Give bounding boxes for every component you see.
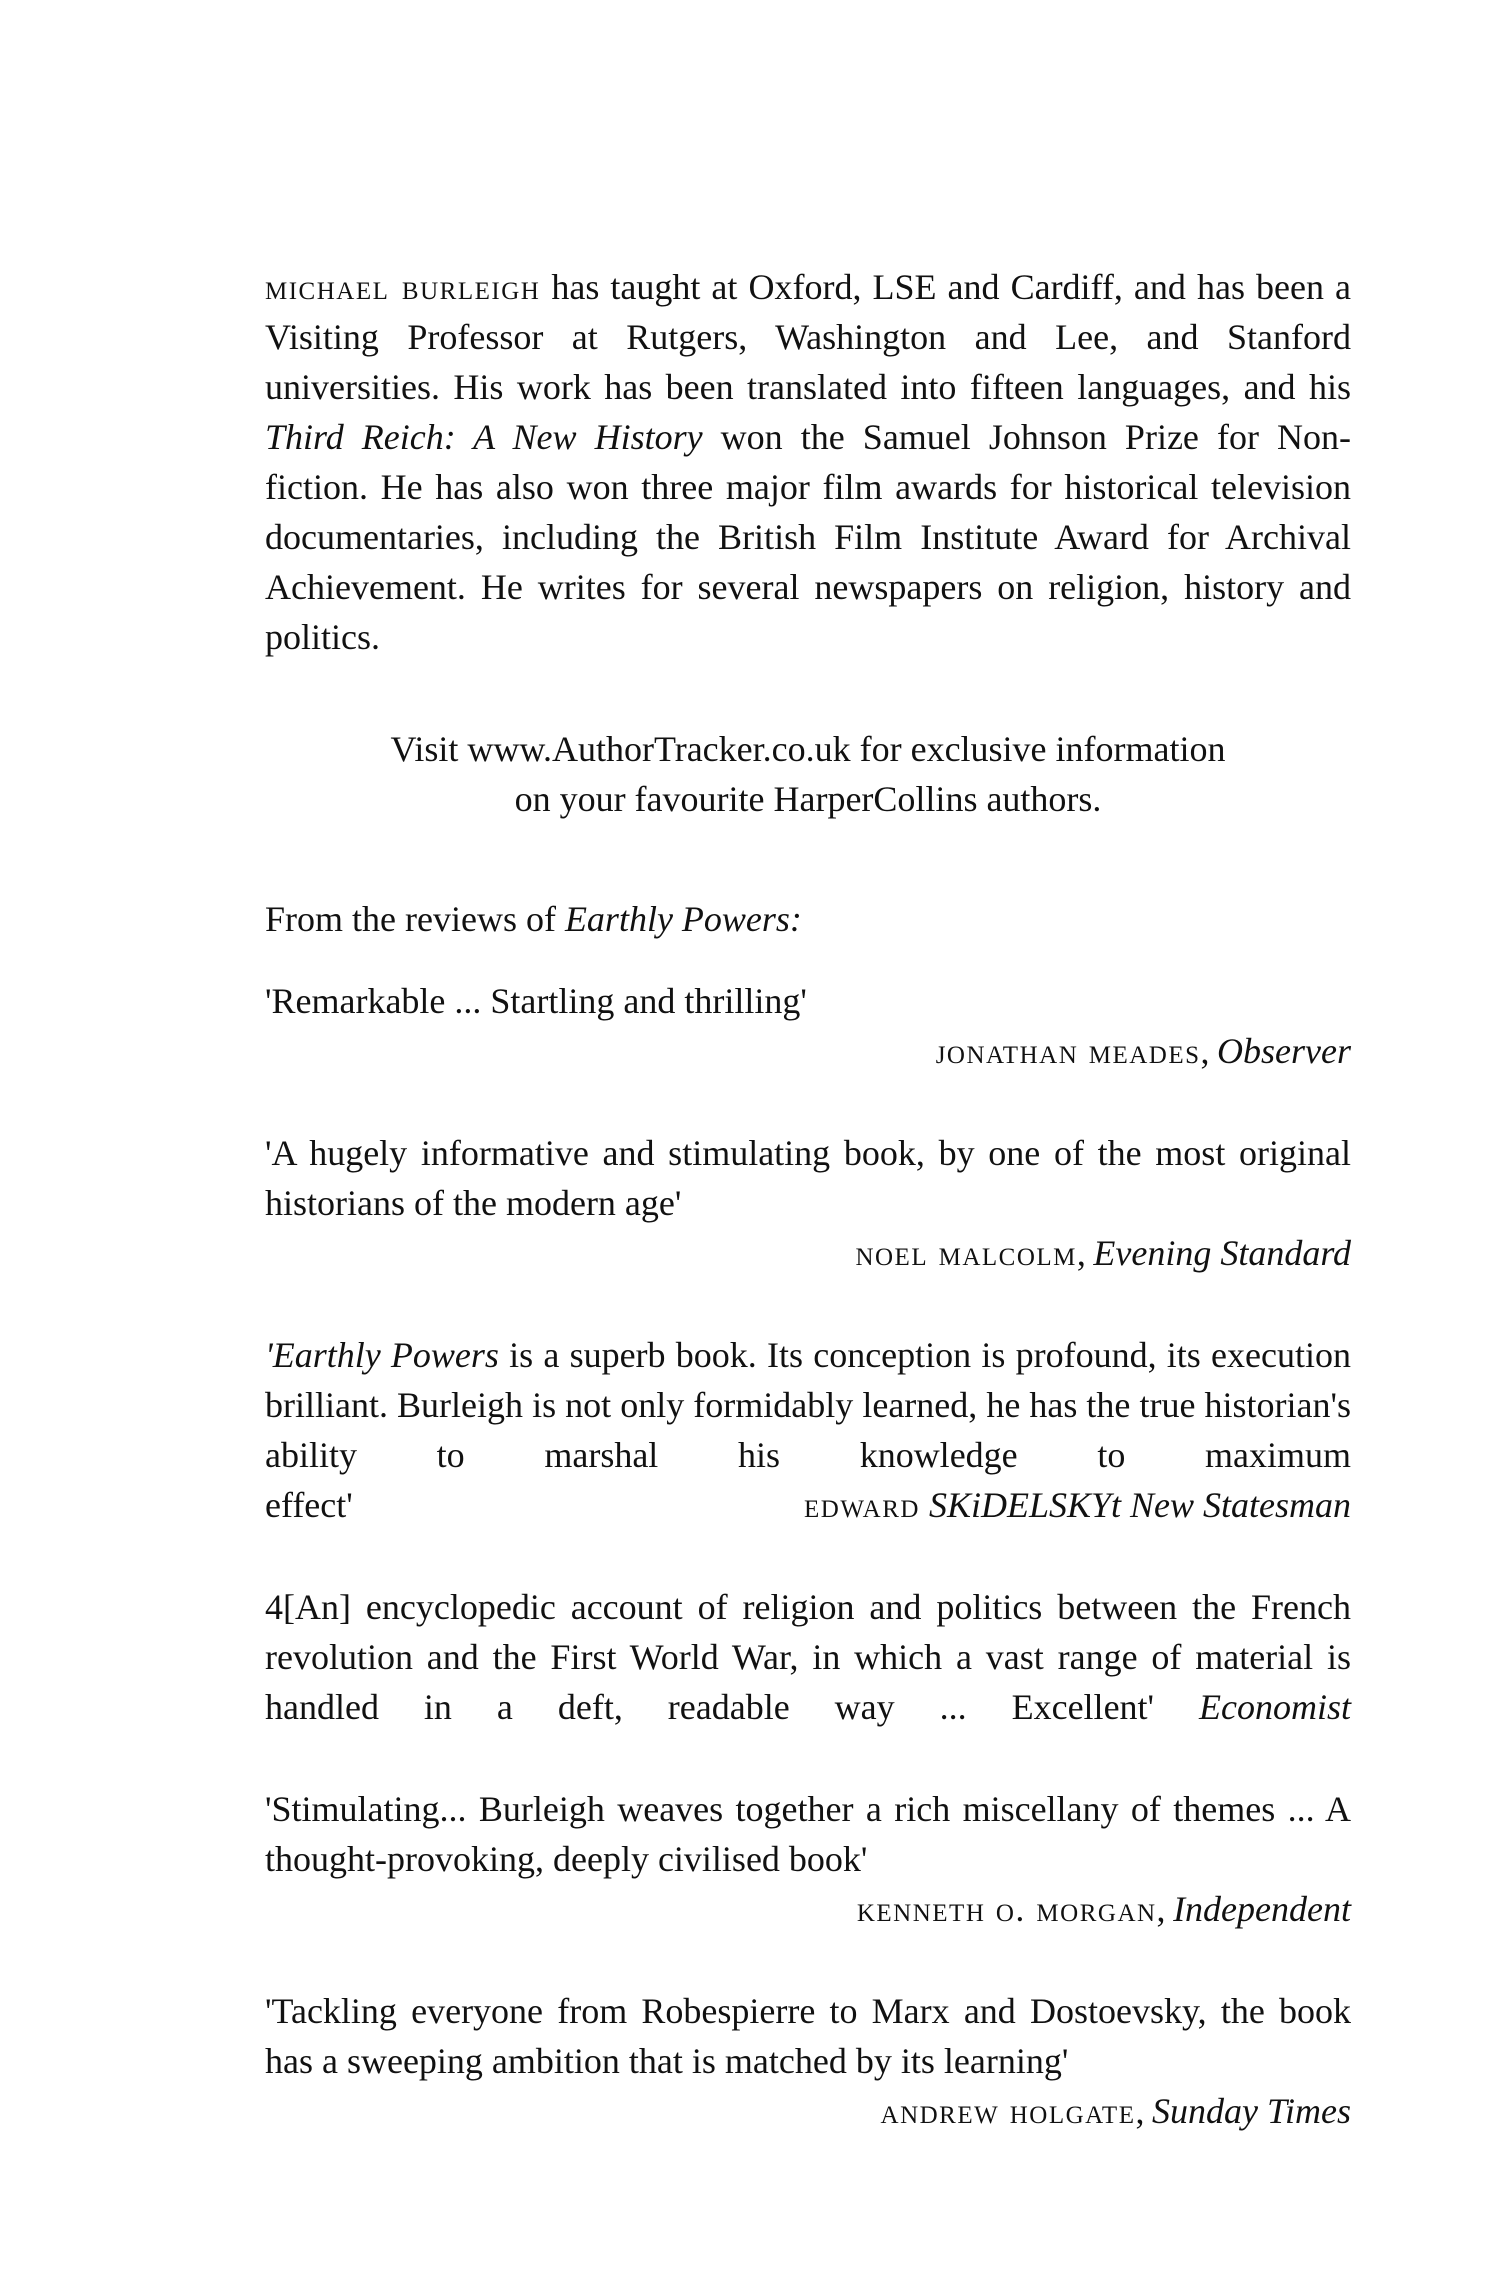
reviewer-name-rest: SKiDELSKYt	[928, 1485, 1121, 1525]
visit-line-1: Visit www.AuthorTracker.co.uk for exclusive information	[390, 729, 1226, 769]
review-attribution	[804, 1480, 1351, 1530]
reviews-heading-title: Earthly Powers:	[564, 899, 802, 939]
review-publication: Observer	[1217, 1031, 1351, 1071]
reviewer-name: jonathan meades,	[935, 1031, 1212, 1071]
review-item	[265, 976, 1351, 1076]
review-quote-body: is a superb book. Its conception is profound, its execution brilliant. Burleigh is not only formidably learned, he has the true historian's ability to marshal his knowledge to maximum	[265, 1335, 1351, 1475]
review-quote: 'Remarkable ... Startling and thrilling'	[265, 981, 807, 1021]
review-quote-end: effect'	[265, 1485, 353, 1525]
review-attribution	[265, 1884, 1351, 1934]
author-bio	[265, 262, 1351, 662]
bio-text-part1: has taught at Oxford, LSE and Cardiff, and has been a Visiting Professor at Rutgers, Washington and Lee, and Stanford universities. His work has been translated into fifteen languages, and his	[265, 267, 1351, 407]
review-attribution-line	[265, 1480, 1351, 1530]
book-front-matter-page	[265, 262, 1351, 2188]
author-tracker-notice	[265, 724, 1351, 824]
bio-text-part2: won the Samuel Johnson Prize for Non-fiction. He has also won three major film awards for historical television documentaries, including the British Film Institute Award for Archival Achievement. He writes for several newspapers on religion, history and politics.	[265, 417, 1351, 657]
review-publication: Economist	[1199, 1687, 1351, 1727]
review-item	[265, 1128, 1351, 1278]
review-quote	[265, 1330, 1351, 1480]
reviewer-name: andrew holgate,	[880, 2091, 1146, 2131]
reviewer-name: kenneth o. morgan,	[856, 1889, 1168, 1929]
bio-book-title: Third Reich: A New History	[265, 417, 703, 457]
reviews-heading	[265, 894, 1351, 944]
review-item	[265, 1330, 1351, 1530]
review-quote: 'A hugely informative and stimulating book, by one of the most original historians of the modern age'	[265, 1133, 1351, 1223]
review-attribution	[265, 1228, 1351, 1278]
author-name: michael burleigh	[265, 267, 541, 307]
review-item	[265, 1986, 1351, 2136]
review-attribution	[265, 1026, 1351, 1076]
review-publication: Independent	[1173, 1889, 1351, 1929]
review-quote: 'Tackling everyone from Robespierre to Marx and Dostoevsky, the book has a sweeping ambition that is matched by its learning'	[265, 1991, 1351, 2081]
review-quote	[265, 1582, 1351, 1732]
review-item	[265, 1784, 1351, 1934]
reviewer-name: noel malcolm,	[855, 1233, 1088, 1273]
review-quote-body: 4[An] encyclopedic account of religion and politics between the French revolution and the First World War, in which a vast range of material is handled in a deft, readable way ... Excellent'	[265, 1587, 1351, 1727]
review-publication: New Statesman	[1130, 1485, 1351, 1525]
review-publication: Evening Standard	[1093, 1233, 1351, 1273]
reviews-heading-prefix: From the reviews of	[265, 899, 565, 939]
review-item	[265, 1582, 1351, 1732]
review-publication: Sunday Times	[1151, 2091, 1351, 2131]
review-quote: 'Stimulating... Burleigh weaves together a rich miscellany of themes ... A thought-provoking, deeply civilised book'	[265, 1789, 1351, 1879]
review-quote-title: 'Earthly Powers	[265, 1335, 499, 1375]
review-attribution	[265, 2086, 1351, 2136]
visit-line-2: on your favourite HarperCollins authors.	[514, 779, 1102, 819]
reviewer-name: edward	[804, 1485, 920, 1525]
